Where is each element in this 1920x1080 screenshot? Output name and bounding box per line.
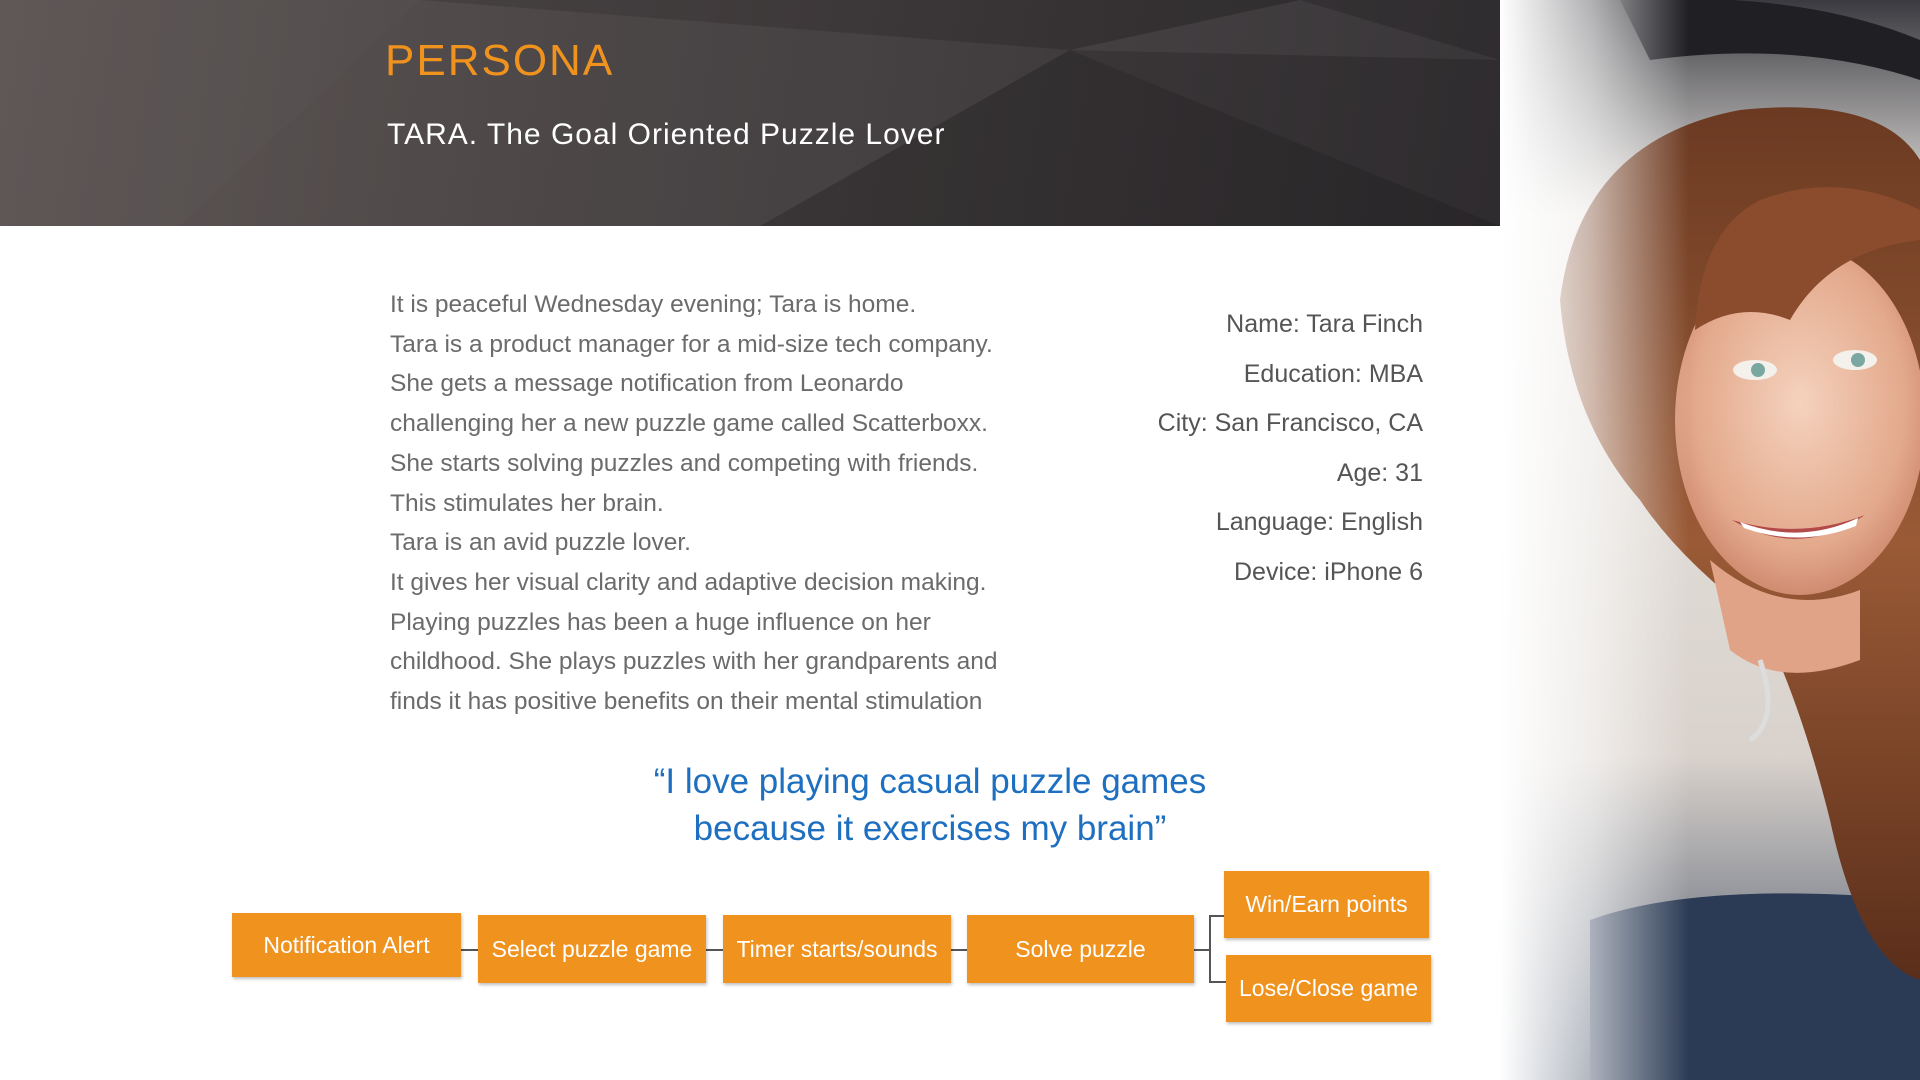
fact-city: City: San Francisco, CA [1157, 409, 1423, 437]
story-line: childhood. She plays puzzles with her grandparents and [390, 648, 998, 676]
story-line: She starts solving puzzles and competing with friends. [390, 449, 979, 477]
flow-step-solve-puzzle: Solve puzzle [967, 915, 1194, 983]
story-line: It gives her visual clarity and adaptive decision making. [390, 568, 987, 596]
quote-line-1: “I love playing casual puzzle games [653, 762, 1207, 801]
persona-subtitle: TARA. The Goal Oriented Puzzle Lover [387, 118, 946, 151]
flow-step-select-puzzle-game: Select puzzle game [478, 915, 706, 983]
fact-device: Device: iPhone 6 [1233, 557, 1423, 586]
story-line: Tara is an avid puzzle lover. [390, 529, 691, 557]
story-line: It is peaceful Wednesday evening; Tara is home. [390, 291, 917, 318]
persona-label: PERSONA [385, 36, 615, 85]
story-line: Playing puzzles has been a huge influence on her [390, 608, 931, 636]
persona-quote [530, 758, 1330, 852]
story-line: challenging her a new puzzle game called Scatterboxx. [390, 410, 988, 438]
story-line: She gets a message notification from Leonardo [390, 370, 904, 398]
persona-story [390, 285, 1030, 722]
story-line: Tara is a product manager for a mid-size tech company. [390, 330, 993, 358]
persona-facts [1100, 300, 1423, 597]
flow-outcome-win: Win/Earn points [1224, 871, 1429, 938]
fact-language: Language: English [1215, 508, 1423, 536]
connector-branch-lose [1209, 981, 1226, 983]
persona-photo [1500, 0, 1920, 1080]
connector-branch-win [1209, 915, 1224, 917]
fact-education: Education: MBA [1243, 359, 1423, 388]
fact-age: Age: 31 [1336, 458, 1423, 487]
fact-name: Name: Tara Finch [1226, 310, 1423, 338]
connector-1-2 [461, 949, 478, 951]
flow-step-timer-starts: Timer starts/sounds [723, 915, 951, 983]
connector-4-branch [1194, 949, 1210, 951]
story-line: This stimulates her brain. [390, 489, 664, 517]
flow-outcome-lose: Lose/Close game [1226, 955, 1431, 1022]
quote-line-2: because it exercises my brain” [693, 809, 1167, 848]
flow-step-notification-alert: Notification Alert [232, 913, 461, 977]
connector-2-3 [706, 949, 723, 951]
connector-3-4 [951, 949, 967, 951]
story-line: finds it has positive benefits on their mental stimulation [390, 688, 983, 716]
connector-branch-vertical [1209, 915, 1211, 983]
